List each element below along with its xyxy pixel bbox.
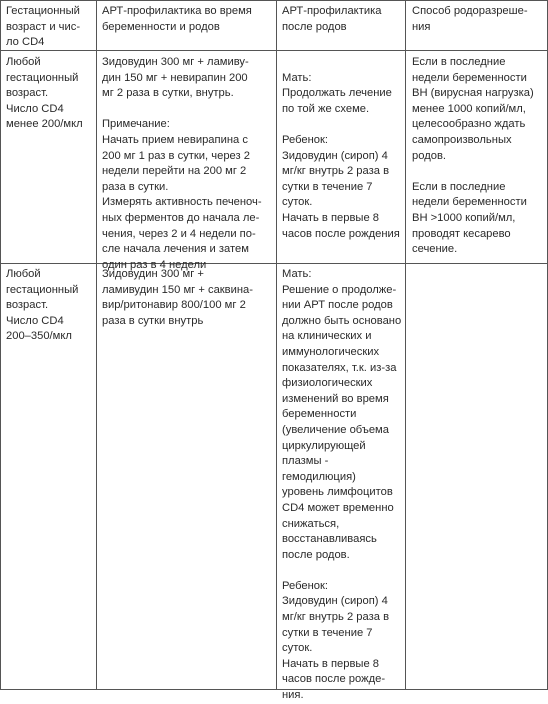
row1-art-pregnancy: Зидовудин 300 мг + ламиву- дин 150 мг + невирапин 200 мг 2 раза в сутки, внутрь. Примечание: Начать прием невирапина с 200 мг 1 раз в сутки, через 2 недели перейти на 200 мг 2 раза в сутки. Измерять активность печеноч- ных ферментов до начала ле- чения, через 2 и 4 недели по- сле начала лечения и затем один раз в 4 недели — [102, 55, 274, 273]
row1-gestational-age: Любой гестационный возраст. Число CD4 менее 200/мкл — [6, 56, 83, 131]
row2-art-postpartum: Мать: Решение о продолже- нии АРТ после родов должно быть основано на клинических и иммунологических показателях, т.к. из-за физиологических изменений во время беременности (увеличение объема циркулирующей плазмы - гемодилюция) уровень лимфоцитов CD4 может временно снижаться, восстанавливаясь после родов. Ребенок: Зидовудин (сироп) 4 мг/кг внутрь 2 раза в сутки в течение 7 суток. Начать в первые 8 часов после рожде- ния. — [282, 268, 402, 702]
header-art-pregnancy: АРТ-профилактика во время беременности и родов — [102, 5, 252, 33]
row1-delivery-method: Если в последние недели беременности ВН (вирусная нагрузка) менее 1000 копий/мл, целесообразно ждать самопроизвольных родов. Если в последние недели беременности ВН >1000 копий/мл, проводят кесарево сечение. — [412, 56, 534, 256]
row2-art-pregnancy: Зидовудин 300 мг + ламивудин 150 мг + саквина- вир/ритонавир 800/100 мг 2 раза в сутки внутрь — [102, 268, 253, 327]
table-border-top — [0, 0, 548, 1]
row-divider — [0, 263, 548, 264]
header-gestational-age: Гестационный возраст и чис- ло CD4 — [6, 5, 81, 49]
note-title: Примечание: — [102, 118, 170, 131]
row2-gestational-age: Любой гестационный возраст. Число CD4 200–350/мкл — [6, 268, 79, 343]
table-border-left — [0, 0, 1, 690]
column-divider — [96, 0, 97, 690]
header-delivery-method: Способ родоразреше- ния — [412, 5, 528, 33]
row1-art-postpartum: Мать: Продолжать лечение по той же схеме. Ребенок: Зидовудин (сироп) 4 мг/кг внутрь 2 раза в сутки в течение 7 суток. Начать в первые 8 часов после рождения — [282, 71, 400, 240]
column-divider — [276, 0, 277, 690]
header-art-postpartum: АРТ-профилактика после родов — [282, 5, 382, 33]
column-divider — [405, 0, 406, 690]
